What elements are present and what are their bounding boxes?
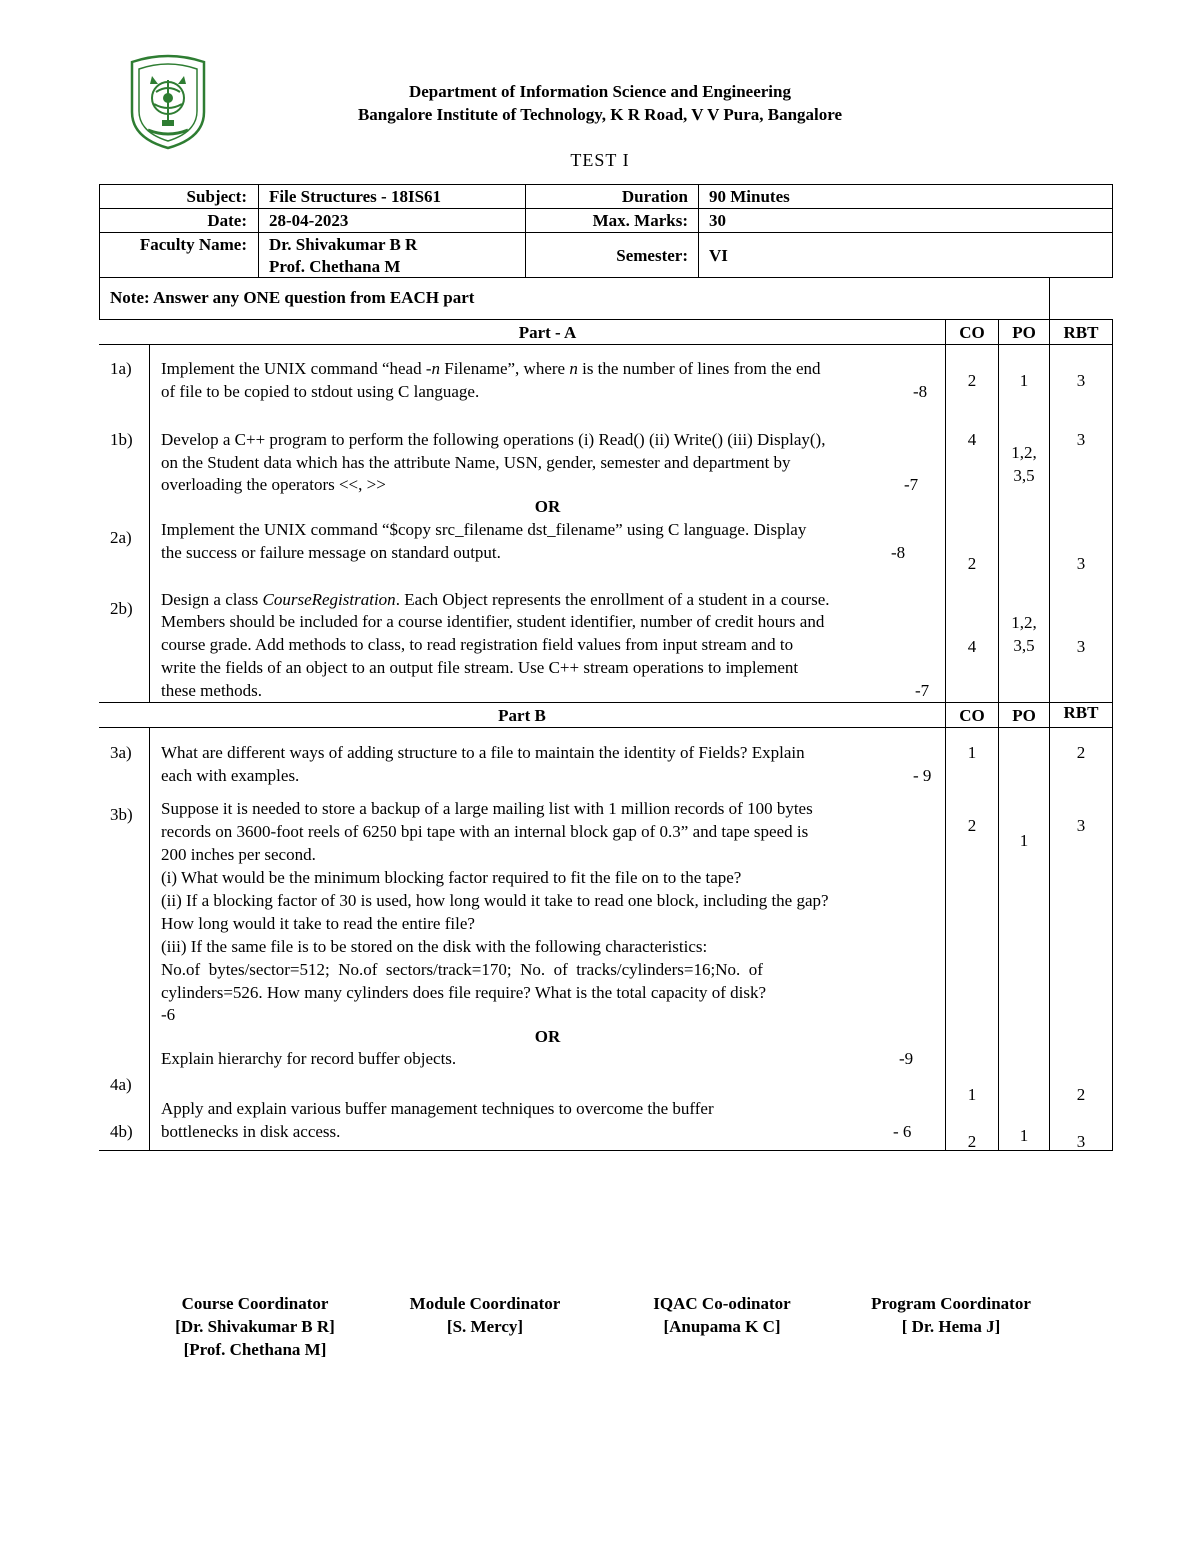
- question-text: bottlenecks in disk access.: [161, 1122, 341, 1141]
- question-text: Explain hierarchy for record buffer objects.: [161, 1049, 457, 1068]
- rbt-value: 3: [1076, 554, 1086, 573]
- part-b-title: Part B: [498, 706, 546, 725]
- question-marks: -7: [915, 681, 930, 700]
- institute-name: Bangalore Institute of Technology, K R Road, V V Pura, Bangalore: [357, 105, 843, 124]
- question-text: overloading the operators <<, >>: [161, 475, 386, 494]
- question-text: of file to be copied to stdout using C language.: [161, 382, 480, 401]
- co-value: 2: [967, 371, 977, 390]
- date-label: Date:: [207, 211, 247, 230]
- signature-name: [ Dr. Hema J]: [901, 1317, 1001, 1336]
- question-text: cylinders=526. How many cylinders does file require? What is the total capacity of disk?: [161, 983, 767, 1002]
- question-text: No.of bytes/sector=512; No.of sectors/track=170; No. of tracks/cylinders=16;No. of: [161, 960, 763, 979]
- po-value: 3,5: [1013, 636, 1035, 655]
- faculty-name-2: Prof. Chethana M: [269, 257, 401, 276]
- instructions-note: Note: Answer any ONE question from EACH part: [110, 288, 475, 307]
- signature-name: [Anupama K C]: [663, 1317, 781, 1336]
- question-text: records on 3600-foot reels of 6250 bpi tape with an internal block gap of 0.3” and tape speed is: [161, 822, 809, 841]
- question-number: 4a): [110, 1075, 132, 1094]
- question-text: Apply and explain various buffer management techniques to overcome the buffer: [161, 1099, 714, 1118]
- institute-seal-icon: [126, 54, 210, 150]
- question-number: 3b): [110, 805, 133, 824]
- po-value: 1: [1019, 371, 1029, 390]
- date-value: 28-04-2023: [269, 211, 349, 230]
- po-value: 1: [1019, 1126, 1029, 1145]
- or-separator: OR: [534, 497, 561, 516]
- faculty-name-1: Dr. Shivakumar B R: [269, 235, 418, 254]
- question-text: Members should be included for a course identifier, student identifier, number of credit hours and: [161, 612, 825, 631]
- question-marks: - 6: [893, 1122, 912, 1141]
- question-text: How long would it take to read the entire file?: [161, 914, 475, 933]
- question-marks: -9: [899, 1049, 914, 1068]
- po-value: 1,2,: [1011, 443, 1037, 462]
- po-value: 3,5: [1013, 466, 1035, 485]
- rbt-value: 3: [1076, 816, 1086, 835]
- semester-value: VI: [709, 246, 728, 265]
- po-value: 1,2,: [1011, 613, 1037, 632]
- rbt-value: 2: [1076, 1085, 1086, 1104]
- question-text: (i) What would be the minimum blocking factor required to fit the file on to the tape?: [161, 868, 742, 887]
- department-name: Department of Information Science and Engineering: [408, 82, 791, 101]
- question-number: 2b): [110, 599, 133, 618]
- question-text: (iii) If the same file is to be stored on the disk with the following characteristics:: [161, 937, 708, 956]
- question-number: 3a): [110, 743, 132, 762]
- rbt-value: 3: [1076, 1132, 1086, 1151]
- co-value: 1: [967, 1085, 977, 1104]
- duration-value: 90 Minutes: [709, 187, 790, 206]
- question-number: 1b): [110, 430, 133, 449]
- signature-name: [S. Mercy]: [446, 1317, 524, 1336]
- question-number: 4b): [110, 1122, 133, 1141]
- co-value: 1: [967, 743, 977, 762]
- rbt-value: 3: [1076, 637, 1086, 656]
- question-marks: -8: [913, 382, 928, 401]
- question-text: What are different ways of adding structure to a file to maintain the identity of Fields? Explain: [161, 743, 805, 762]
- semester-label: Semester:: [616, 246, 688, 265]
- test-title: TEST I: [570, 150, 630, 170]
- rbt-column-header: RBT: [1063, 323, 1099, 342]
- co-column-header: CO: [959, 323, 985, 342]
- module-coordinator-signature: [380, 1292, 590, 1338]
- question-text: Develop a C++ program to perform the following operations (i) Read() (ii) Write() (iii) Display(),: [161, 430, 826, 449]
- question-marks: -7: [904, 475, 919, 494]
- question-number: 2a): [110, 528, 132, 547]
- question-marks: - 9: [913, 766, 932, 785]
- co-value: 2: [967, 1132, 977, 1151]
- co-value: 4: [967, 637, 977, 656]
- question-text: Implement the UNIX command “$copy src_filename dst_filename” using C language. Display: [161, 520, 807, 539]
- question-text: course grade. Add methods to class, to read registration field values from input stream and to: [161, 635, 794, 654]
- subject-label: Subject:: [186, 187, 247, 206]
- rbt-column-header: RBT: [1063, 703, 1099, 722]
- or-separator: OR: [534, 1027, 561, 1046]
- duration-label: Duration: [621, 187, 688, 206]
- co-value: 2: [967, 816, 977, 835]
- rbt-value: 3: [1076, 371, 1086, 390]
- question-text: Suppose it is needed to store a backup of a large mailing list with 1 million records of 100 bytes: [161, 799, 813, 818]
- question-text: on the Student data which has the attribute Name, USN, gender, semester and department by: [161, 453, 791, 472]
- question-text: 200 inches per second.: [161, 845, 316, 864]
- rbt-value: 3: [1076, 430, 1086, 449]
- faculty-label: Faculty Name:: [139, 235, 247, 254]
- max-marks-value: 30: [709, 211, 726, 230]
- signature-name: [Dr. Shivakumar B R]: [175, 1317, 335, 1336]
- question-text: Design a class CourseRegistration. Each Object represents the enrollment of a student in a course.: [161, 590, 830, 609]
- signature-title: IQAC Co-odinator: [653, 1294, 791, 1313]
- po-column-header: PO: [1012, 323, 1036, 342]
- question-text: each with examples.: [161, 766, 300, 785]
- question-text: these methods.: [161, 681, 263, 700]
- signature-title: Program Coordinator: [871, 1294, 1031, 1313]
- question-marks: -8: [891, 543, 906, 562]
- co-value: 4: [967, 430, 977, 449]
- signature-title: Course Coordinator: [181, 1294, 329, 1313]
- question-text: write the fields of an object to an output file stream. Use C++ stream operations to implement: [161, 658, 799, 677]
- question-text: (ii) If a blocking factor of 30 is used, how long would it take to read one block, including the gap?: [161, 891, 829, 910]
- signature-name: [Prof. Chethana M]: [183, 1340, 327, 1359]
- co-value: 2: [967, 554, 977, 573]
- iqac-coordinator-signature: [617, 1292, 827, 1338]
- question-marks: -6: [161, 1005, 176, 1024]
- po-value: 1: [1019, 831, 1029, 850]
- subject-value: File Structures - 18IS61: [269, 187, 442, 206]
- question-text: Implement the UNIX command “head -n Filename”, where n is the number of lines from the end: [161, 359, 821, 378]
- question-number: 1a): [110, 359, 132, 378]
- part-a-title: Part - A: [518, 323, 577, 342]
- signature-title: Module Coordinator: [409, 1294, 561, 1313]
- course-coordinator-signature: [150, 1292, 360, 1361]
- co-column-header: CO: [959, 706, 985, 725]
- question-text: the success or failure message on standard output.: [161, 543, 501, 562]
- rbt-value: 2: [1076, 743, 1086, 762]
- max-marks-label: Max. Marks:: [592, 211, 688, 230]
- program-coordinator-signature: [846, 1292, 1056, 1338]
- po-column-header: PO: [1012, 706, 1036, 725]
